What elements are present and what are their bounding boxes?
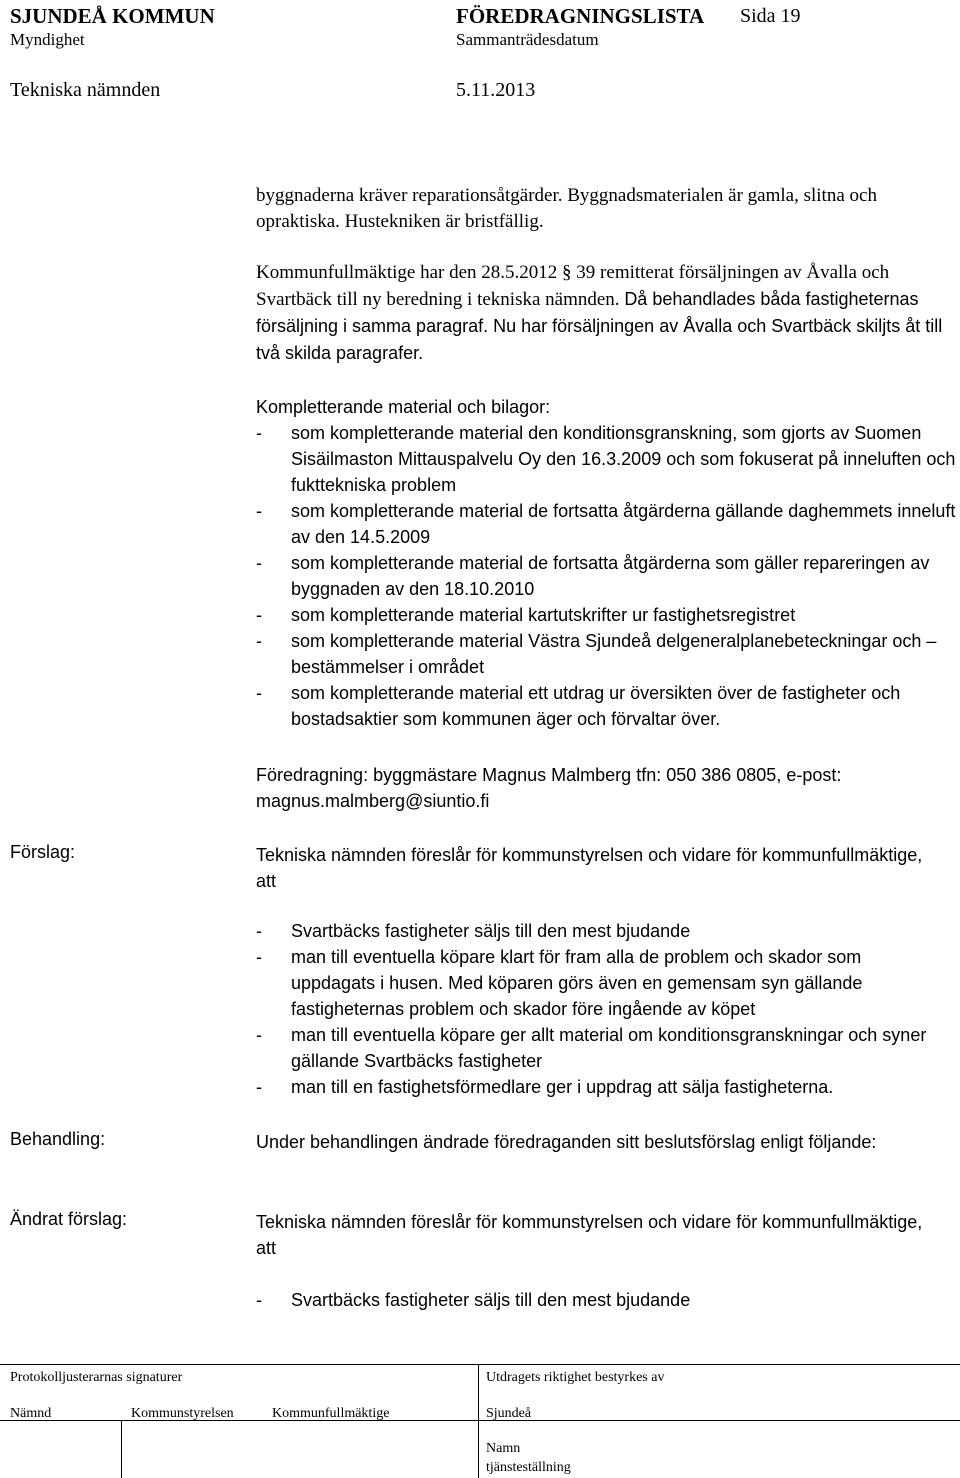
org-name: SJUNDEÅ KOMMUN xyxy=(10,4,215,28)
certified-label: Utdragets riktighet bestyrkes av xyxy=(486,1370,665,1385)
doc-type: FÖREDRAGNINGSLISTA xyxy=(456,4,705,28)
list-item: - som kompletterande material de fortsatta åtgärderna gällande daghemmets inneluft av den 14.5.2009 xyxy=(256,501,956,547)
list-item: - man till eventuella köpare klart för fram alla de problem och skador som uppdagats i husen. Med köparen görs även en gemensam syn gällande fastigheternas problem och skador före ingående av köpet xyxy=(256,947,863,1019)
treatment-label: Behandling: xyxy=(10,1129,106,1149)
proposal-text: Tekniska nämnden föreslår för kommunstyrelsen och vidare för kommunfullmäktige, att xyxy=(256,845,923,891)
changed-proposal-list xyxy=(256,1287,936,1313)
footer-col-board: Kommunstyrelsen xyxy=(131,1406,234,1421)
footer-col-council: Kommunfullmäktige xyxy=(272,1406,390,1421)
intro-paragraph-1: byggnaderna kräver reparationsåtgärder. Byggnadsmaterialen är gamla, slitna och opraktiska. Hustekniken är bristfällig. xyxy=(256,185,877,232)
footer-top-rule xyxy=(0,1364,960,1365)
presenter-info: Föredragning: byggmästare Magnus Malmberg tfn: 050 386 0805, e-post: magnus.malmberg@siuntio.fi xyxy=(256,765,842,811)
list-item: - som kompletterande material de fortsatta åtgärderna som gäller repareringen av byggnaden av den 18.10.2010 xyxy=(256,553,930,599)
footer-col-committee: Nämnd xyxy=(10,1406,52,1421)
footer-divider xyxy=(121,1420,122,1478)
list-item: - man till eventuella köpare ger allt material om konditionsgranskningar och syner gällande Svartbäcks fastigheter xyxy=(256,1025,927,1071)
list-item: - Svartbäcks fastigheter säljs till den mest bjudande xyxy=(256,921,691,941)
list-item: - som kompletterande material den konditionsgranskning, som gjorts av Suomen Sisäilmaston Mittauspalvelu Oy den 16.3.2009 och som fokuserat på inneluften och fukttekniska problem xyxy=(256,423,956,495)
treatment-text: Under behandlingen ändrade föredraganden sitt beslutsförslag enligt följande: xyxy=(256,1132,877,1152)
footer-name-label: Namn xyxy=(486,1441,521,1456)
list-item: - man till en fastighetsförmedlare ger i uppdrag att sälja fastigheterna. xyxy=(256,1077,834,1097)
list-item: - som kompletterande material Västra Sjundeå delgeneralplanebeteckningar och –bestämmelser i området xyxy=(256,631,937,677)
list-item: - som kompletterande material ett utdrag ur översikten över de fastigheter och bostadsaktier som kommunen äger och förvaltar över. xyxy=(256,683,901,729)
list-item: - som kompletterande material kartutskrifter ur fastighetsregistret xyxy=(256,605,796,625)
date-label: Sammanträdesdatum xyxy=(456,30,599,49)
proposal-label: Förslag: xyxy=(10,842,76,862)
material-heading: Kompletterande material och bilagor: xyxy=(256,397,551,417)
authority: Tekniska nämnden xyxy=(10,79,161,101)
meeting-date: 5.11.2013 xyxy=(456,79,536,101)
signatures-label: Protokolljusterarnas signaturer xyxy=(10,1370,183,1385)
page-number: Sida 19 xyxy=(740,5,801,27)
footer-col-municipality: Sjundeå xyxy=(486,1406,532,1421)
authority-label: Myndighet xyxy=(10,30,85,49)
material-section xyxy=(256,394,956,732)
changed-proposal-label: Ändrat förslag: xyxy=(10,1209,128,1229)
intro-paragraph-2 xyxy=(256,260,956,367)
footer-divider xyxy=(478,1364,479,1478)
footer-title-label: tjänsteställning xyxy=(486,1460,571,1475)
changed-proposal-text: Tekniska nämnden föreslår för kommunstyrelsen och vidare för kommunfullmäktige, att xyxy=(256,1212,923,1258)
intro-p2-part-b: Då behandlades båda fastigheternas försäljning i samma paragraf. Nu har försäljningen av Åvalla och Svartbäck skiljts åt till två skilda paragrafer. xyxy=(256,289,943,363)
list-item: - Svartbäcks fastigheter säljs till den mest bjudande xyxy=(256,1290,691,1310)
proposal-list xyxy=(256,918,936,1100)
intro-p2-part-a: Kommunfullmäktige har den 28.5.2012 § 39 remitterat försäljningen av Åvalla och Svartbäck till ny beredning i tekniska nämnden. xyxy=(256,262,890,310)
